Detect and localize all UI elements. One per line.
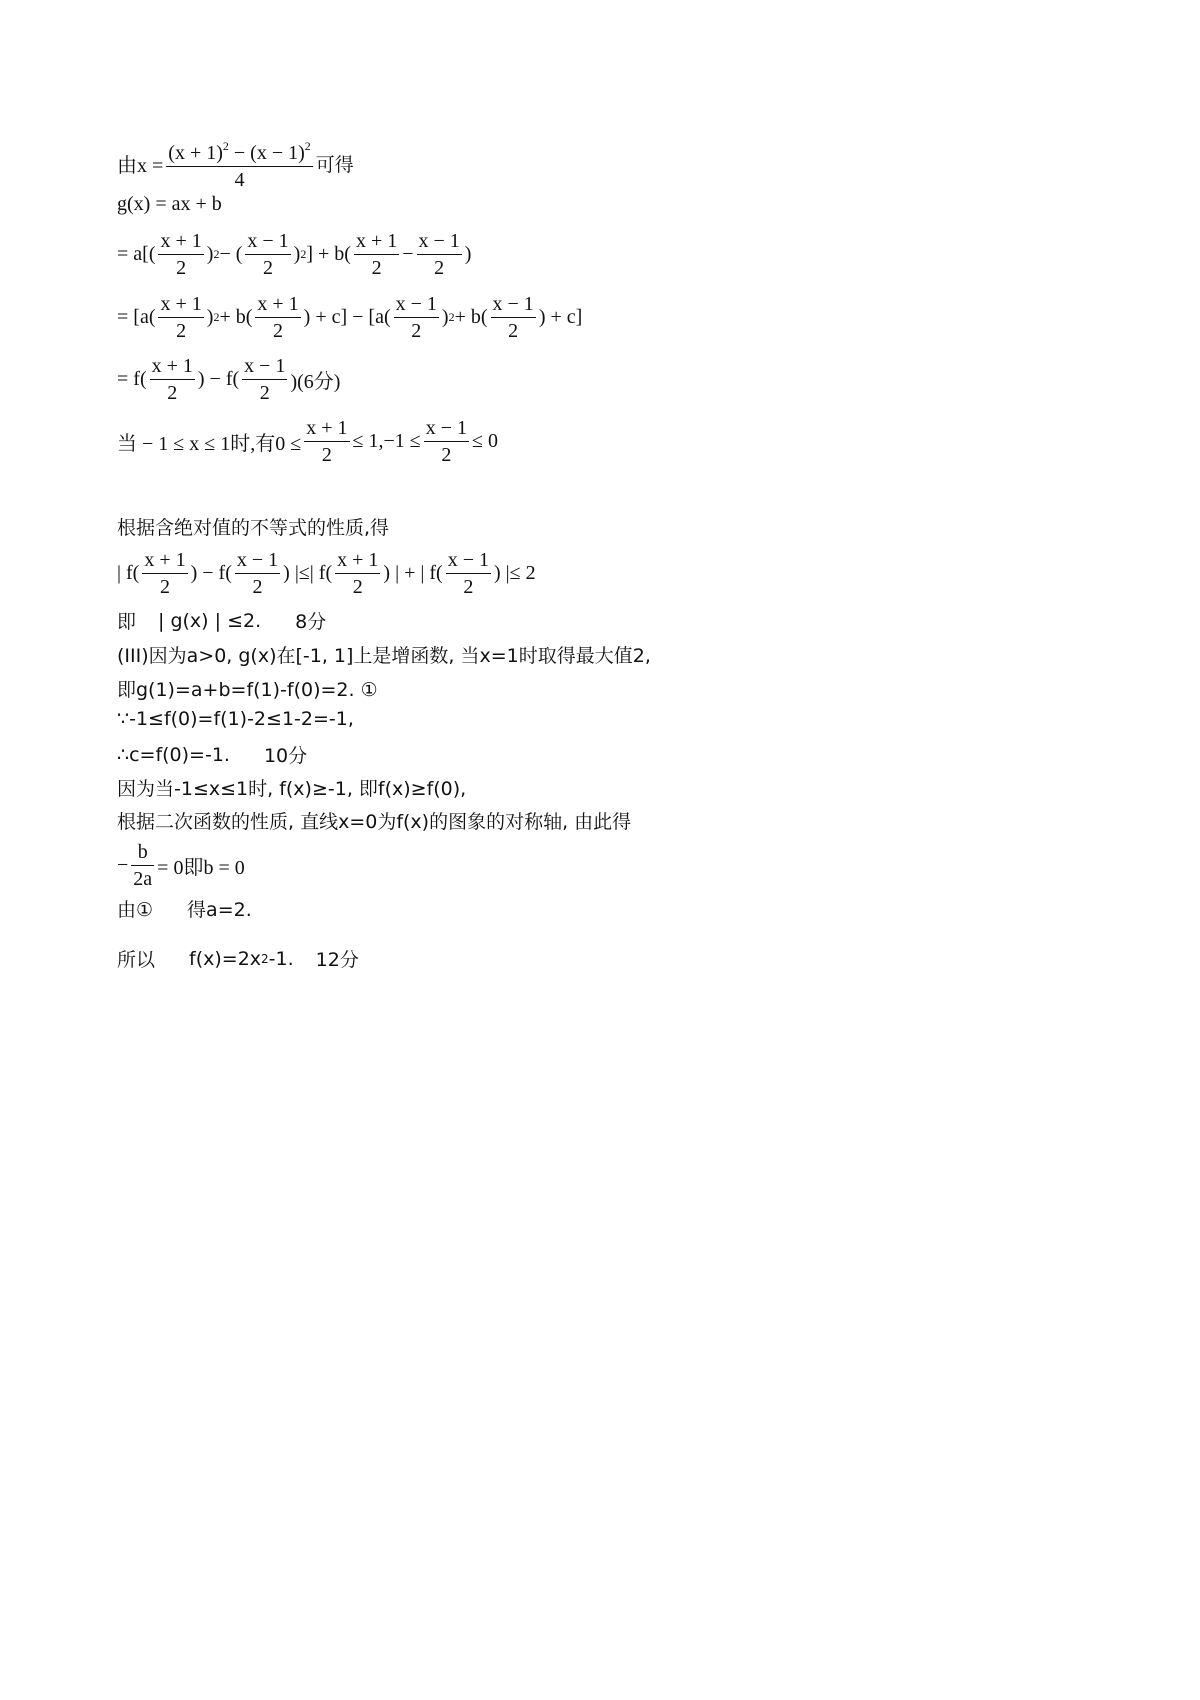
fraction: $\frac{x - 1}{2}$	[236, 549, 279, 598]
fraction: $\frac{x + 1}{2}$	[160, 230, 202, 279]
formula-line-8: | f( $\frac{x + 1}{2}$ ) − f( $\frac{x - 1}{2}$ ) |≤| f( $\frac{x + 1}{2}$ ) | + | f( $\frac{x - 1}{2}$ ) |≤ 2	[117, 549, 536, 598]
text-line-14: 因为当-1≤x≤1时, f(x)≥-1, 即f(x)≥f(0),	[117, 778, 467, 800]
formula-line-6: 当 − 1 ≤ x ≤ 1时,有0 ≤ $\frac{x + 1}{2}$ ≤ 1,−1 ≤ $\frac{x - 1}{2}$ ≤ 0	[117, 417, 498, 466]
fraction: $\frac{x - 1}{2}$	[447, 549, 489, 598]
fraction: $\frac{x + 1}{2}$	[144, 549, 186, 598]
text-line-10: (III)因为a>0, g(x)在[-1, 1]上是增函数, 当x=1时取得最大值2,	[117, 645, 651, 667]
fraction: $\frac{x - 1}{2}$	[247, 230, 289, 279]
text: 由x =	[117, 154, 164, 177]
fraction: $\frac{(x + 1)^2 - (x - 1)^2}{4}$	[168, 139, 311, 191]
text-line-17: 由① 得a=2.	[117, 899, 252, 921]
text-line-7: 根据含绝对值的不等式的性质,得	[117, 517, 390, 539]
fraction: $\frac{x + 1}{2}$	[160, 293, 202, 342]
fraction: $\frac{x - 1}{2}$	[425, 417, 468, 466]
fraction: $\frac{x + 1}{2}$	[151, 355, 193, 404]
formula-line-5: = f( $\frac{x + 1}{2}$ ) − f( $\frac{x - 1}{2}$ )(6分)	[117, 355, 341, 404]
text-line-9: 即 | g(x) | ≤2. 8分	[117, 609, 327, 633]
text-line-13: ∴c=f(0)=-1. 10分	[117, 743, 308, 767]
fraction: $\frac{x + 1}{2}$	[306, 417, 348, 466]
formula-line-3: = a[( $\frac{x + 1}{2}$ ) 2 − ( $\frac{x - 1}{2}$ ) 2 ] + b( $\frac{x + 1}{2}$ − $\frac{x - 1}{2}$ )	[117, 230, 472, 279]
text-line-12: ∵-1≤f(0)=f(1)-2≤1-2=-1,	[117, 708, 354, 730]
text-line-18: 所以 f(x)=2x 2 -1. 12分	[117, 947, 359, 971]
text-line-11: 即g(1)=a+b=f(1)-f(0)=2. ①	[117, 679, 378, 701]
fraction: $\frac{x + 1}{2}$	[337, 549, 379, 598]
fraction: $\frac{x + 1}{2}$	[355, 230, 398, 279]
text-line-15: 根据二次函数的性质, 直线x=0为f(x)的图象的对称轴, 由此得	[117, 811, 632, 833]
fraction: $\frac{x + 1}{2}$	[257, 293, 299, 342]
formula-line-2: g(x) = ax + b	[117, 193, 222, 215]
formula-line-4: = [a( $\frac{x + 1}{2}$ ) 2 + b( $\frac{x + 1}{2}$ ) + c] − [a( $\frac{x - 1}{2}$ ) 2 + b( $\frac{x - 1}{2}$ ) + c]	[117, 293, 583, 342]
text: 可得	[315, 153, 354, 176]
fraction: $\frac{x - 1}{2}$	[418, 230, 460, 279]
formula-line-1	[117, 133, 354, 193]
fraction: $\frac{x - 1}{2}$	[492, 293, 534, 342]
fraction: $\frac{x - 1}{2}$	[244, 355, 286, 404]
fraction: $\frac{x - 1}{2}$	[395, 293, 437, 342]
fraction: $\frac{b}{2a}$	[133, 841, 153, 890]
formula-line-16: − $\frac{b}{2a}$ = 0即b = 0	[117, 841, 245, 890]
